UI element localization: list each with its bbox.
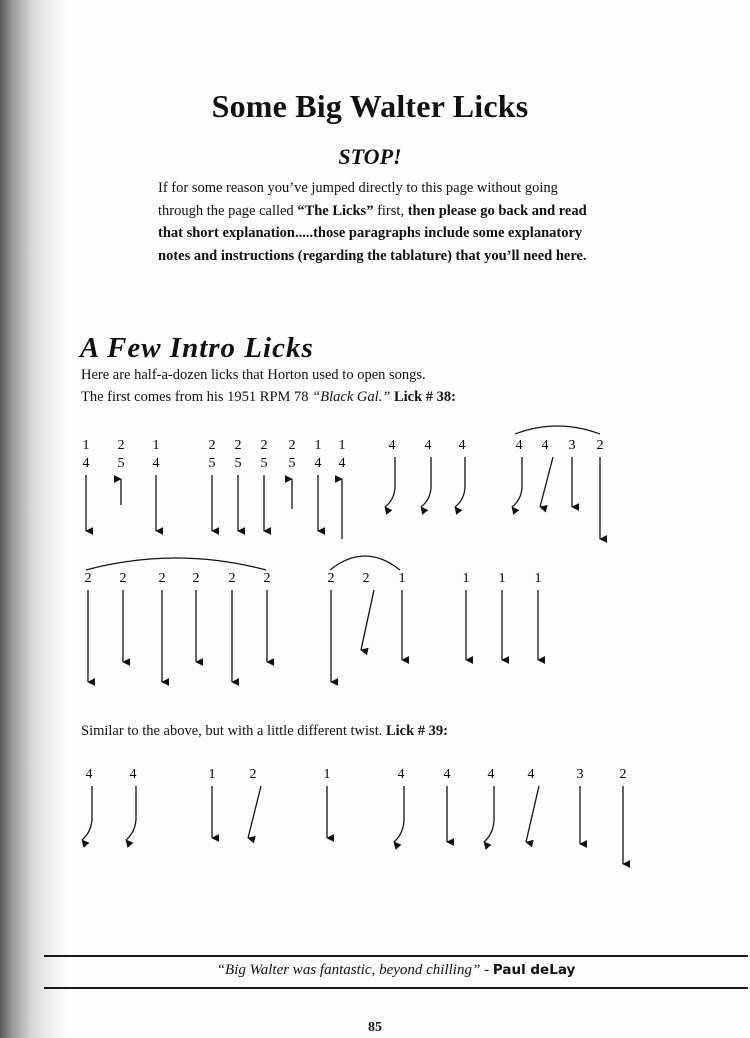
- tab-note-top: 1: [314, 438, 322, 453]
- tab-note-top: 2: [84, 571, 92, 586]
- tab-arrow-bend: [512, 457, 522, 507]
- tab-note-top: 4: [458, 438, 466, 453]
- quote-top-rule: [44, 955, 748, 957]
- intro-text-3: first,: [373, 202, 408, 219]
- tab-note-top: 3: [576, 767, 584, 782]
- quote-author: Paul deLay: [492, 962, 576, 978]
- tab-note-top: 4: [527, 767, 535, 782]
- tab-note-top: 1: [462, 571, 470, 586]
- tab-note-top: 2: [158, 571, 166, 586]
- quote-bottom-rule: [44, 987, 748, 989]
- tab-note-top: 2: [208, 438, 216, 453]
- tab-note-top: 2: [327, 571, 335, 586]
- tab-note-bottom: 4: [314, 456, 322, 471]
- page-number: 85: [368, 1020, 382, 1035]
- slur-line-2a: [86, 558, 266, 570]
- tab-note-top: 2: [263, 571, 271, 586]
- lick-38-label: Lick # 38:: [390, 389, 456, 405]
- tab-note-bottom: 5: [208, 456, 216, 471]
- tab-arrow-slant: [540, 457, 553, 507]
- tab-note-top: 1: [208, 767, 216, 782]
- tab-note-top: 4: [487, 767, 495, 782]
- tab-note-top: 2: [234, 438, 242, 453]
- tab-note-top: 1: [534, 571, 542, 586]
- tab-note-top: 1: [323, 767, 331, 782]
- page-title: Some Big Walter Licks: [211, 88, 529, 124]
- lick-39-text: Similar to the above, but with a little different twist.: [81, 723, 386, 739]
- lick-39-intro: [81, 723, 448, 740]
- tab-note-top: 2: [260, 438, 268, 453]
- stop-heading: STOP!: [338, 144, 402, 169]
- intro-text-bold: then please go back and read that short explanation.....those paragraphs include some explanatory notes and instructions (regarding the tablature) that you’ll need here.: [158, 202, 587, 264]
- lick-38-intro-line-1: Here are half-a-dozen licks that Horton used to open songs.: [81, 367, 426, 383]
- tab-note-top: 4: [424, 438, 432, 453]
- tab-note-top: 4: [541, 438, 549, 453]
- tab-note-top: 2: [362, 571, 370, 586]
- tab-note-bottom: 5: [260, 456, 268, 471]
- tab-arrow-bend: [421, 457, 431, 507]
- intro-text-1: If for some reason you’ve jumped directly to this page without going through the page called: [158, 180, 558, 219]
- tab-note-top: 2: [228, 571, 236, 586]
- tab-note-top: 1: [498, 571, 506, 586]
- tab-note-top: 4: [515, 438, 523, 453]
- tab-note-top: 4: [129, 767, 137, 782]
- tab-note-top: 1: [152, 438, 160, 453]
- tab-note-top: 2: [119, 571, 127, 586]
- tab-arrow-bend: [385, 457, 395, 507]
- tab-arrow-bend: [126, 786, 136, 840]
- quote-footer: [44, 962, 748, 979]
- tab-note-top: 2: [288, 438, 296, 453]
- tab-note-bottom: 5: [288, 456, 296, 471]
- lick-38-text: The first comes from his 1951 RPM 78: [81, 389, 313, 405]
- tab-note-top: 3: [568, 438, 576, 453]
- lick-39-label: Lick # 39:: [385, 723, 449, 739]
- tab-note-bottom: 4: [152, 456, 160, 471]
- tab-note-bottom: 5: [234, 456, 242, 471]
- tab-note-top: 2: [192, 571, 200, 586]
- tab-note-top: 4: [397, 767, 405, 782]
- quote-separator: -: [480, 962, 493, 978]
- tab-note-top: 2: [619, 767, 627, 782]
- tab-note-top: 2: [596, 438, 604, 453]
- tab-note-top: 4: [388, 438, 396, 453]
- tab-note-bottom: 4: [82, 456, 90, 471]
- slur-line-1: [515, 426, 600, 434]
- tab-note-bottom: 4: [338, 456, 346, 471]
- tab-note-top: 2: [249, 767, 257, 782]
- slur-line-2b: [330, 556, 400, 570]
- quote-text: “Big Walter was fantastic, beyond chilling”: [216, 962, 481, 978]
- tab-arrow-bend: [394, 786, 404, 842]
- tab-note-bottom: 5: [117, 456, 125, 471]
- intro-the-licks: “The Licks”: [297, 202, 374, 219]
- tab-note-top: 2: [117, 438, 125, 453]
- tab-arrow-bend: [82, 786, 92, 840]
- tab-note-top: 4: [85, 767, 93, 782]
- section-heading: A Few Intro Licks: [80, 332, 314, 364]
- tab-arrow-slant: [248, 786, 261, 838]
- tab-note-top: 4: [443, 767, 451, 782]
- tab-note-top: 1: [338, 438, 346, 453]
- tab-arrow-bend: [484, 786, 494, 842]
- song-title: “Black Gal.”: [312, 389, 391, 405]
- tab-arrow-bend: [455, 457, 465, 507]
- tab-note-top: 1: [82, 438, 90, 453]
- tab-arrow-slant: [361, 590, 374, 650]
- tab-arrow-slant: [526, 786, 539, 842]
- tab-note-top: 1: [398, 571, 406, 586]
